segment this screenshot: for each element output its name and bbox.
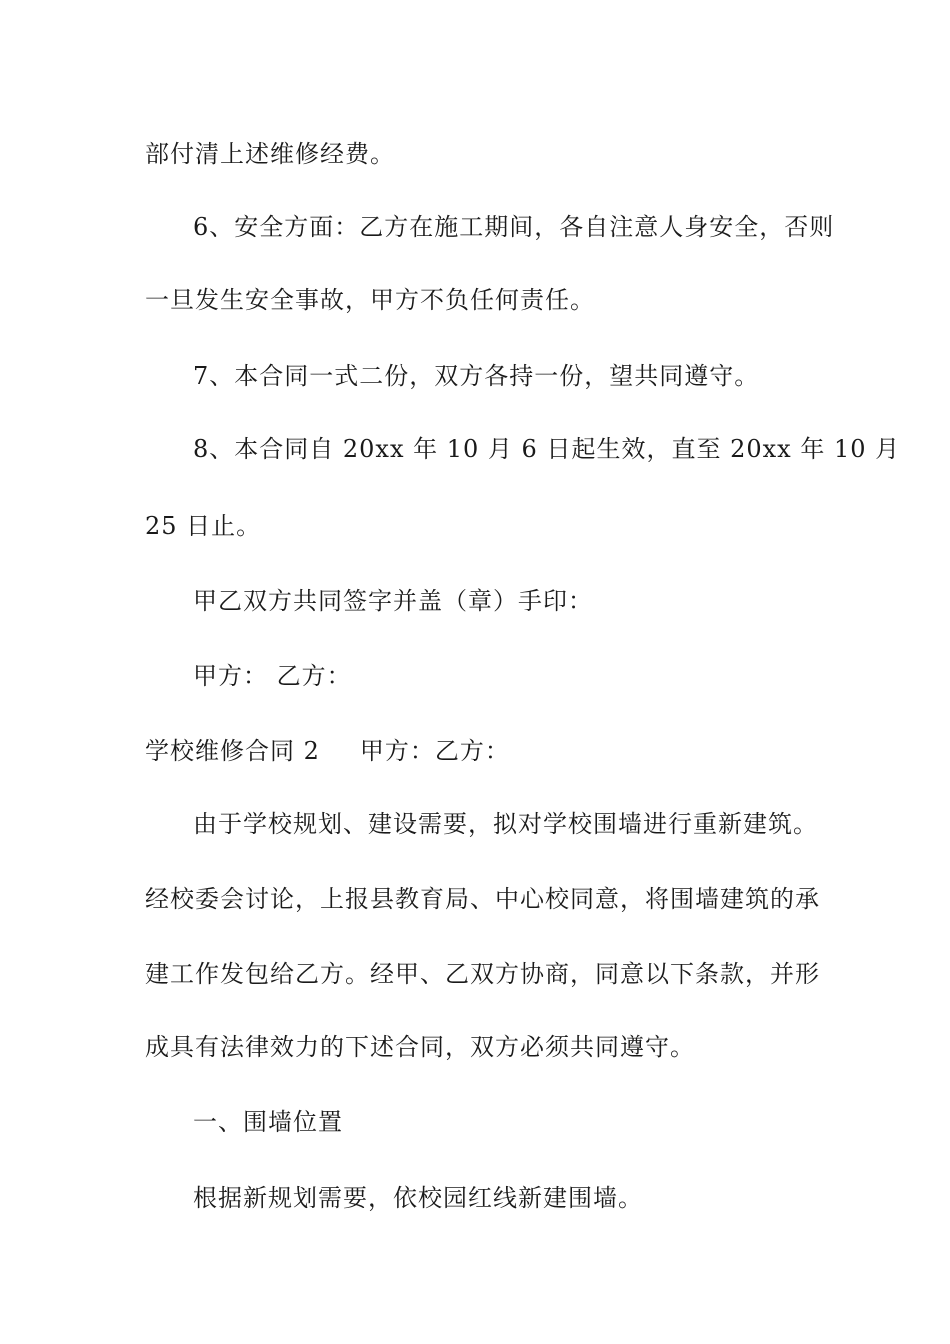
section-body-line: 根据新规划需要，依校园红线新建围墙。	[193, 1184, 643, 1212]
section-heading-wall-location: 一、围墙位置	[193, 1108, 343, 1136]
contract-2-heading-row	[145, 735, 510, 767]
clause-7-line: 7、本合同一式二份，双方各持一份，望共同遵守。	[193, 362, 760, 390]
clause-8-line-1: 8、本合同自 20xx 年 10 月 6 日起生效，直至 20xx 年 10 月	[193, 435, 901, 463]
clause-6-line-2: 一旦发生安全事故，甲方不负任何责任。	[145, 286, 595, 314]
intro-line-1: 由于学校规划、建设需要，拟对学校围墙进行重新建筑。	[193, 810, 818, 838]
intro-line-2: 经校委会讨论，上报县教育局、中心校同意，将围墙建筑的承	[145, 885, 820, 913]
clause-6-line-1: 6、安全方面：乙方在施工期间，各自注意人身安全，否则	[193, 213, 835, 241]
clause-8-line-2: 25 日止。	[145, 512, 262, 540]
signature-parties: 甲方： 乙方：	[193, 662, 352, 690]
intro-line-4: 成具有法律效力的下述合同，双方必须共同遵守。	[145, 1033, 695, 1061]
intro-line-3: 建工作发包给乙方。经甲、乙双方协商，同意以下条款，并形	[145, 960, 820, 988]
contract-2-title: 学校维修合同 2	[145, 737, 320, 765]
contract-2-parties: 甲方：乙方：	[359, 737, 510, 765]
paragraph-line: 部付清上述维修经费。	[145, 140, 395, 168]
signature-instruction: 甲乙双方共同签字并盖（章）手印：	[193, 587, 593, 615]
